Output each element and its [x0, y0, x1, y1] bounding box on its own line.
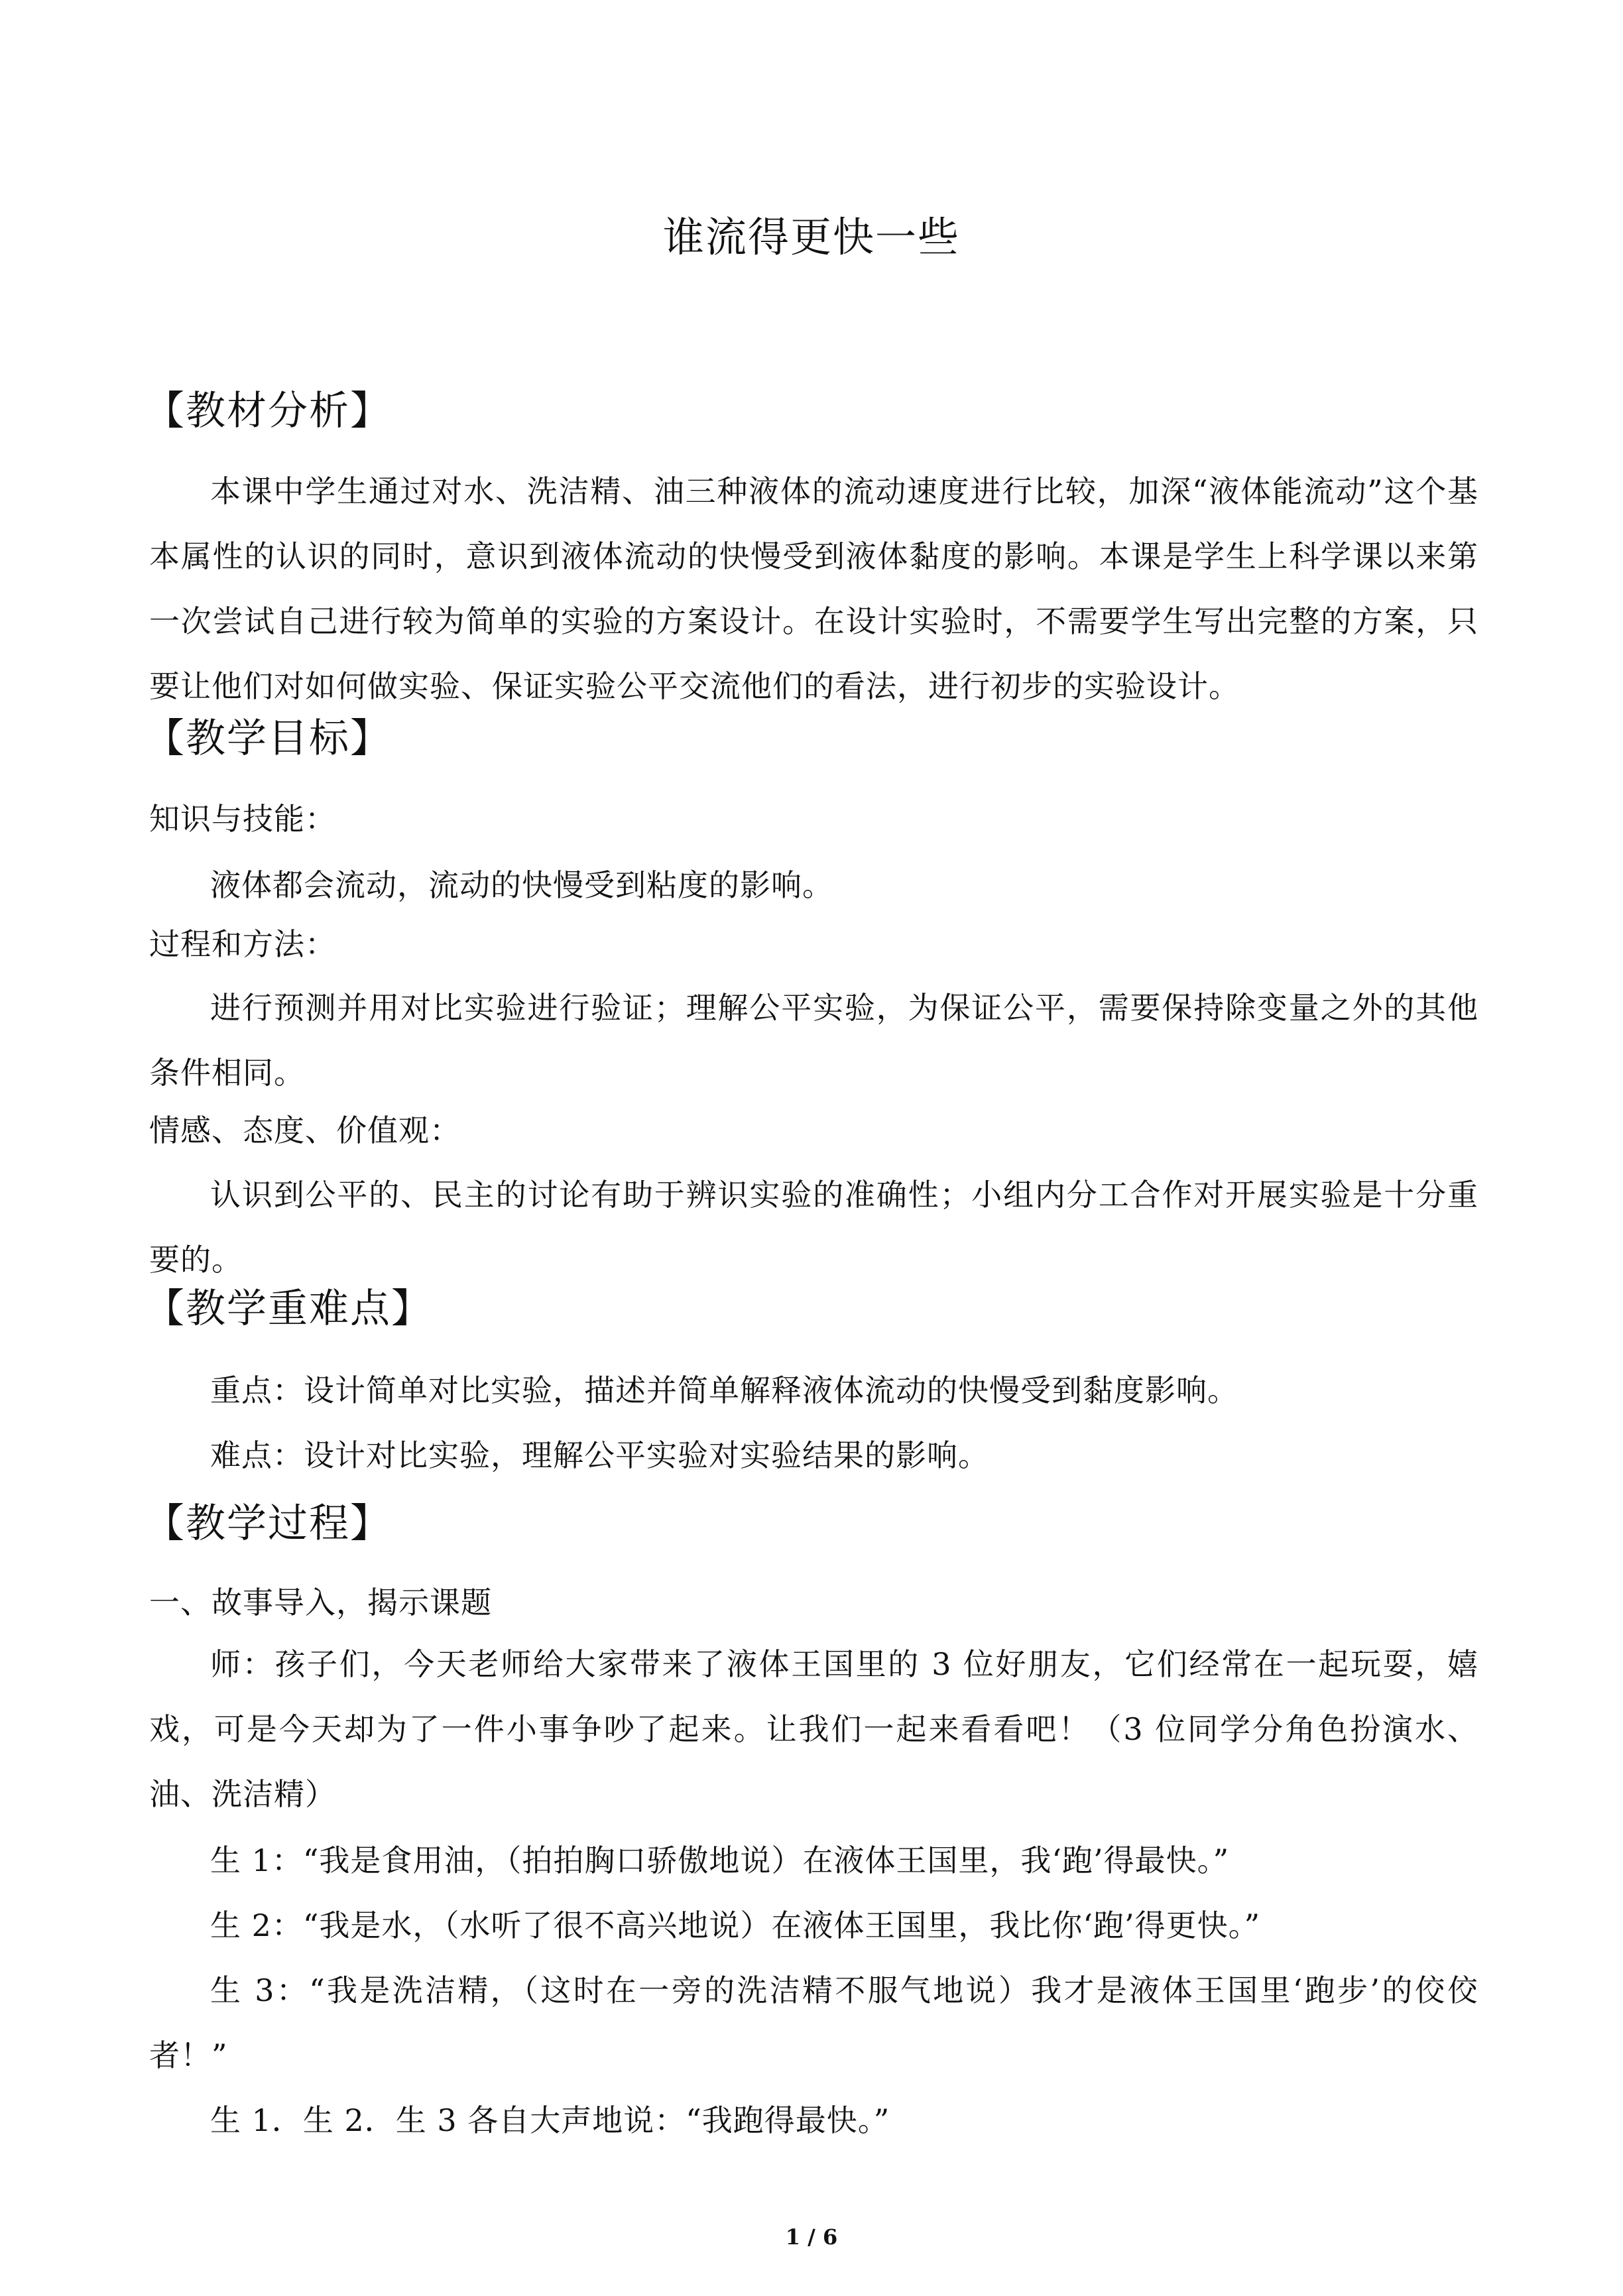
student-2-dialogue: 生 2：“我是水，（水听了很不高兴地说）在液体王国里，我比你‘跑’得更快。” — [210, 1907, 1261, 1943]
students-all-dialogue: 生 1．生 2．生 3 各自大声地说：“我跑得最快。” — [210, 2102, 890, 2138]
key-point-difficulty: 难点：设计对比实验，理解公平实验对实验结果的影响。 — [210, 1437, 989, 1473]
page-title: 谁流得更快一些 — [662, 213, 960, 261]
student-3-dialogue: 生 3：“我是洗洁精，（这时在一旁的洗洁精不服气地说）我才是液体王国里‘跑步’的佼佼者！” — [149, 1972, 1478, 2073]
process-step-1-title: 一、故事导入，揭示课题 — [149, 1585, 492, 1620]
section-heading-process: 【教学过程】 — [145, 1500, 391, 1547]
section-heading-goals: 【教学目标】 — [145, 715, 391, 762]
analysis-paragraph: 本课中学生通过对水、洗洁精、油三种液体的流动速度进行比较，加深“液体能流动”这个基本属性的认识的同时，意识到液体流动的快慢受到液体黏度的影响。本课是学生上科学课以来第一次尝试自己进行较为简单的实验的方案设计。在设计实验时，不需要学生写出完整的方案，只要让他们对如何做实验、保证实验公平交流他们的看法，进行初步的实验设计。 — [149, 473, 1478, 704]
section-heading-analysis: 【教材分析】 — [145, 388, 391, 434]
emotion-values-label: 情感、态度、价值观： — [149, 1113, 461, 1148]
key-point-focus: 重点：设计简单对比实验，描述并简单解释液体流动的快慢受到黏度影响。 — [210, 1372, 1238, 1408]
teacher-dialogue: 师：孩子们，今天老师给大家带来了液体王国里的 3 位好朋友，它们经常在一起玩耍，嬉戏，可是今天却为了一件小事争吵了起来。让我们一起来看看吧！（3 位同学分角色扮演水、油、洗洁精） — [149, 1646, 1478, 1812]
process-methods-label: 过程和方法： — [149, 926, 336, 962]
process-methods-text: 进行预测并用对比实验进行验证；理解公平实验，为保证公平，需要保持除变量之外的其他条件相同。 — [149, 990, 1478, 1091]
knowledge-skills-text: 液体都会流动，流动的快慢受到粘度的影响。 — [210, 867, 833, 903]
page-number: 1 / 6 — [785, 2224, 838, 2250]
emotion-values-text: 认识到公平的、民主的讨论有助于辨识实验的准确性；小组内分工合作对开展实验是十分重要的。 — [149, 1177, 1478, 1278]
student-1-dialogue: 生 1：“我是食用油，（拍拍胸口骄傲地说）在液体王国里，我‘跑’得最快。” — [210, 1843, 1230, 1878]
section-heading-key-points: 【教学重难点】 — [145, 1286, 432, 1332]
knowledge-skills-label: 知识与技能： — [149, 801, 336, 837]
